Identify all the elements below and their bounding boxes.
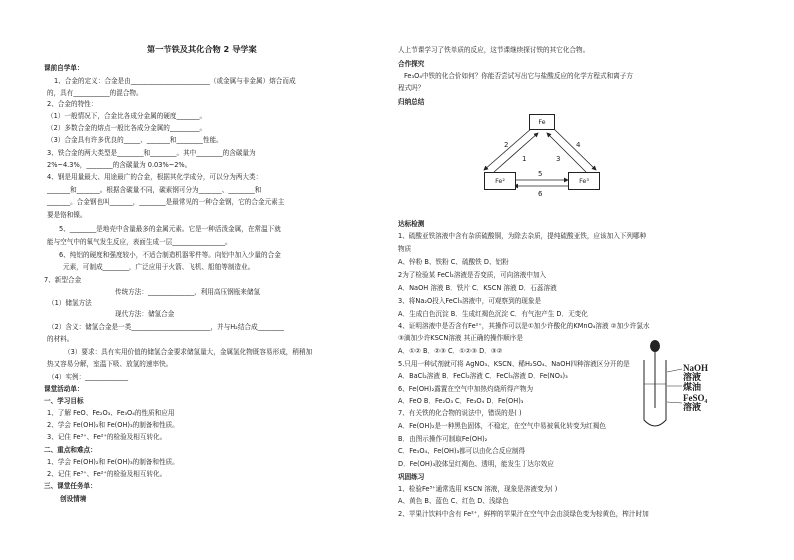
label-2: 2 xyxy=(504,141,509,149)
question-line: A．NaOH 溶液 B．铁片 C．KSCN 溶液 D．石蕊溶液 xyxy=(398,284,557,292)
left-text-line: （1）一般情况下，合金比各成分金属的硬度_______。 xyxy=(47,112,207,120)
left-text-line: 2、记住 Fe³⁺、Fe²⁺的检验及相互转化。 xyxy=(47,470,167,478)
question-line: 物质 xyxy=(398,245,412,253)
node-fe2: Fe² xyxy=(484,172,516,190)
left-text-line: 能与空气中的氧气发生反应，表面生成一层________________。 xyxy=(47,238,232,246)
intro-line: 程式吗？ xyxy=(398,84,425,92)
left-text-line: 2%~4.3%，________的含碳量为 0.03%~2%。 xyxy=(47,161,192,169)
question-line: 达标检测 xyxy=(398,220,425,228)
left-text-line: 元素，可制成________，广泛应用于火箭、飞机、船舶等制造业。 xyxy=(63,263,255,271)
left-text-line: 3、铁合金的两大类型是________和________。其中________的含碳量为 xyxy=(47,149,256,157)
left-text-line: （2）多数合金的熔点一般比各成分金属的_________。 xyxy=(47,124,207,132)
question-line: A、锌粉 B、铁粉 C、硫酸铁 D、铝粉 xyxy=(398,258,509,266)
left-text-line: 创设情境 xyxy=(60,495,87,503)
label-3: 3 xyxy=(556,155,561,163)
left-text-line: 1、合金的定义：合金是由________________________（或金属与非金属）熔合而成 xyxy=(54,77,296,85)
left-text-line: （1）储氢方法 xyxy=(48,299,92,307)
left-text-line: 5、________是地壳中含量最多的金属元素。它是一种活泼金属，在常温下就 xyxy=(59,225,281,233)
question-line: 7、有关铁的化合物的说法中，错误的是( ) xyxy=(398,409,522,417)
label-4: 4 xyxy=(576,141,581,149)
label-1: 1 xyxy=(522,155,527,163)
label-solution-1: 溶液 xyxy=(683,373,702,383)
apparatus-drawing xyxy=(392,0,794,560)
left-text-line: 二、重点和难点： xyxy=(44,446,97,454)
question-line: 2、苹果汁饮料中含有 Fe²⁺，鲜榨的苹果汁在空气中会由淡绿色变为棕黄色，榨汁时加 xyxy=(398,510,649,518)
left-text-line: _______。合金钢也叫_______，________是最常见的一种合金钢，它的合金元素主 xyxy=(47,198,285,206)
left-text-line: 一、学习目标 xyxy=(44,397,84,405)
question-line: A．Fe(OH)₂是一种黑色固体，不稳定，在空气中易被氧化转变为红褐色 xyxy=(398,422,606,430)
left-text-line: 1、了解 FeO、Fe₂O₃、Fe₃O₄的性质和应用 xyxy=(47,409,175,417)
label-solution-2: 溶液 xyxy=(683,403,702,413)
question-line: A、黄色 B、蓝色 C、红色 D、浅绿色 xyxy=(398,497,509,505)
question-line: 巩固练习 xyxy=(398,473,425,481)
intro-line: 归纳总结 xyxy=(398,98,425,106)
question-line: 6、Fe(OH)₂露置在空气中加热灼烧所得产物为 xyxy=(398,385,534,393)
left-text-line: 要是铬和镍。 xyxy=(47,211,87,219)
left-column xyxy=(0,0,390,560)
page-title: 第一节铁及其化合物 2 导学案 xyxy=(147,44,257,54)
intro-line: Fe₃O₄中铁的化合价如何？你能否尝试写出它与盐酸反应的化学方程式和离子方 xyxy=(404,72,633,80)
dropper-bulb xyxy=(650,340,660,352)
label-feso4: FeSO₄ xyxy=(683,393,708,403)
left-text-line: 课堂活动单： xyxy=(44,385,84,393)
right-column xyxy=(392,0,794,560)
left-text-line: 7、新型合金 xyxy=(44,276,82,284)
pointer-feso4 xyxy=(667,402,682,403)
intro-line: 人上节课学习了铁单质的反应，这节课继续探讨铁的其它化合物。 xyxy=(398,46,590,54)
pointer-naoh xyxy=(667,369,682,372)
left-text-line: （3）要求：具有实用价值的储氢合金要求储氢量大，金属氢化物既容易形成，稍稍加 xyxy=(64,348,313,356)
left-text-line: （3）合金具有许多优良的_____、_______和________性能。 xyxy=(47,136,223,144)
left-text-line: 6、纯铝的硬度和强度较小，不适合制造机器零件等。向铝中加入少量的合金 xyxy=(59,251,281,259)
left-text-line: 传统方法：______________，利用高压钢瓶来储氢 xyxy=(115,288,261,296)
left-text-line: 课前自学单： xyxy=(44,64,84,72)
question-line: D．Fe(OH)₃胶体呈红褐色、透明，能发生丁达尔效应 xyxy=(398,460,554,468)
question-line: 2为了检验某 FeCl₂溶液是否变质，可向溶液中加入 xyxy=(398,271,547,279)
left-text-line: 的，具有___________的混合物。 xyxy=(47,89,143,97)
left-text-line: （4）实例：_____________ xyxy=(48,373,129,381)
left-text-line: 2、合金的特性： xyxy=(47,100,98,108)
question-line: A．①② B．②③ C．①②③ D．③② xyxy=(398,347,503,355)
question-line: 5.只用一种试剂就可将 AgNO₃、KSCN、稀H₂SO₄、NaOH四种溶液区分开的是 xyxy=(398,360,630,368)
left-text-line: 4、钢是用量最大、用途最广的合金，根据其化学成分，可以分为两大类： xyxy=(47,173,263,181)
label-kerosene: 煤油 xyxy=(683,383,702,393)
left-text-line: 的材料。 xyxy=(47,335,74,343)
left-text-line: _______和_______。根据含碳量不同，碳素钢可分为_______、________和 xyxy=(47,186,262,194)
left-text-line: 三、课堂任务单： xyxy=(44,482,97,490)
intro-line: 合作探究 xyxy=(398,60,425,68)
question-line: 1、硫酸亚铁溶液中含有杂质硫酸铜，为除去杂质，提纯硫酸亚铁，应该加入下列哪种 xyxy=(398,232,647,240)
question-line: C．Fe₃O₄、Fe(OH)₃都可以由化合反应制得 xyxy=(398,447,526,455)
left-text-line: 3、记住 Fe³⁺、Fe²⁺的检验及相互转化。 xyxy=(47,433,167,441)
question-line: A．BaCl₂溶液 B．FeCl₂溶液 C．FeCl₃溶液 D．Fe(NO₃)₃ xyxy=(398,372,568,380)
question-line: ③滴加少许KSCN溶液 其正确的操作顺序是 xyxy=(398,334,523,342)
question-line: 1、检验Fe³⁺通常选用 KSCN 溶液，现象是溶液变为( ) xyxy=(398,485,558,493)
question-line: B．由图示操作可制取Fe(OH)₂ xyxy=(398,435,488,443)
question-line: A．生成白色沉淀 B．生成红褐色沉淀 C．有气泡产生 D．无变化 xyxy=(398,310,588,318)
left-text-line: 2、学会 Fe(OH)₂和 Fe(OH)₃的制备和性质。 xyxy=(47,421,179,429)
left-text-line: （2）含义：储氢合金是一类________________________，并与H₂结合成________ xyxy=(48,323,284,331)
left-text-line: 热又容易分解，室温下吸、放氢的速率快。 xyxy=(47,360,173,368)
node-fe: Fe xyxy=(529,114,555,130)
label-5: 5 xyxy=(538,170,543,178)
label-6: 6 xyxy=(538,190,543,198)
node-fe3: Fe³ xyxy=(568,172,600,190)
label-naoh: NaOH xyxy=(683,363,709,373)
question-line: 4、证明溶液中是否含有Fe²⁺，其操作可以是①加少许酸化的KMnO₄溶液 ②加少许氯水 xyxy=(398,322,650,330)
question-line: 3、将Na₂O投入FeCl₃溶液中，可观察到的现象是 xyxy=(398,297,542,305)
question-line: A．FeO B．Fe₂O₃ C．Fe₃O₄ D．Fe(OH)₃ xyxy=(398,397,524,405)
left-text-line: 1、学会 Fe(OH)₂和 Fe(OH)₃的制备和性质。 xyxy=(47,458,179,466)
left-text-line: 现代方法：储氢合金 xyxy=(115,310,175,318)
